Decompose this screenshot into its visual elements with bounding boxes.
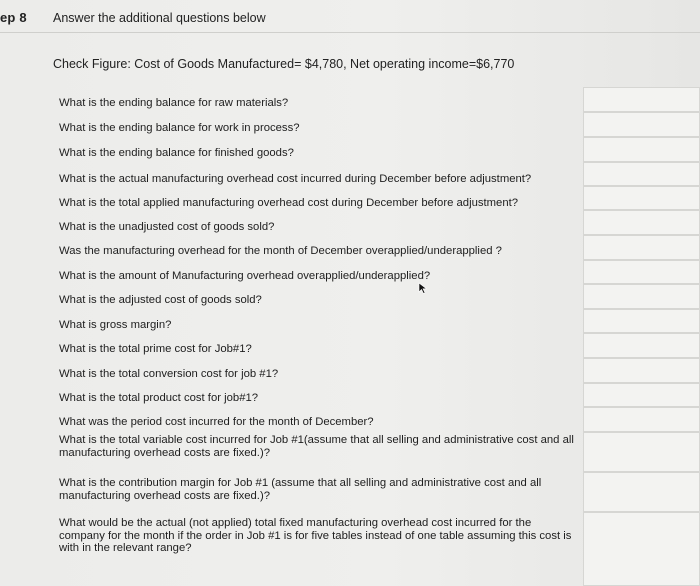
answer-column	[583, 87, 700, 586]
question-7: Was the manufacturing overhead for the month of December overapplied/underapplied ?	[59, 245, 502, 257]
question-14: What was the period cost incurred for the month of December?	[59, 416, 374, 428]
header-divider	[0, 32, 700, 33]
answer-input-10[interactable]	[584, 310, 699, 332]
question-16: What is the contribution margin for Job #1 (assume that all selling and administrative cost and all manufacturing overhead costs are fixed.)?	[59, 477, 542, 502]
answer-input-6[interactable]	[584, 211, 699, 234]
answer-cell-9	[583, 284, 700, 309]
answer-input-5[interactable]	[584, 187, 699, 209]
question-9: What is the adjusted cost of goods sold?	[59, 294, 262, 306]
answer-cell-15	[583, 432, 700, 472]
question-17: What would be the actual (not applied) total fixed manufacturing overhead cost incurred for the company for the month if the order in Job #1 is for five tables instead of one table assuming this cost is with in the relevant range?	[59, 517, 572, 554]
answer-cell-1	[583, 87, 700, 112]
section-title: Answer the additional questions below	[53, 11, 266, 25]
question-13: What is the total product cost for job#1?	[59, 392, 259, 404]
answer-cell-17	[583, 512, 700, 586]
question-4: What is the actual manufacturing overhead cost incurred during December before adjustment?	[59, 173, 532, 185]
question-3: What is the ending balance for finished goods?	[59, 147, 294, 159]
question-6: What is the unadjusted cost of goods sold?	[59, 221, 275, 233]
answer-input-3[interactable]	[584, 138, 699, 161]
answer-input-13[interactable]	[584, 384, 699, 406]
question-2: What is the ending balance for work in process?	[59, 122, 300, 134]
answer-cell-3	[583, 137, 700, 162]
answer-cell-5	[583, 186, 700, 210]
answer-input-8[interactable]	[584, 261, 699, 283]
question-10: What is gross margin?	[59, 319, 172, 331]
answer-cell-14	[583, 407, 700, 432]
answer-cell-7	[583, 235, 700, 260]
answer-input-4[interactable]	[584, 163, 699, 185]
answer-input-9[interactable]	[584, 285, 699, 308]
answer-input-11[interactable]	[584, 334, 699, 357]
answer-cell-10	[583, 309, 700, 333]
answer-input-2[interactable]	[584, 113, 699, 136]
answer-cell-12	[583, 358, 700, 383]
check-figure-text: Check Figure: Cost of Goods Manufactured= $4,780, Net operating income=$6,770	[53, 57, 515, 71]
answer-cell-6	[583, 210, 700, 235]
question-5: What is the total applied manufacturing overhead cost during December before adjustment?	[59, 197, 519, 209]
answer-input-14[interactable]	[584, 408, 699, 431]
answer-cell-13	[583, 383, 700, 407]
question-12: What is the total conversion cost for job #1?	[59, 368, 279, 380]
answer-cell-8	[583, 260, 700, 284]
answer-cell-2	[583, 112, 700, 137]
answer-input-16[interactable]	[584, 473, 699, 511]
answer-input-7[interactable]	[584, 236, 699, 259]
answer-input-17[interactable]	[584, 513, 699, 585]
answer-input-15[interactable]	[584, 433, 699, 471]
step-label: ep 8	[0, 10, 27, 25]
question-11: What is the total prime cost for Job#1?	[59, 343, 252, 355]
question-8: What is the amount of Manufacturing overhead overapplied/underapplied?	[59, 270, 431, 282]
question-1: What is the ending balance for raw materials?	[59, 97, 289, 109]
answer-cell-4	[583, 162, 700, 186]
answer-input-12[interactable]	[584, 359, 699, 382]
mouse-cursor-icon	[418, 282, 428, 294]
answer-cell-11	[583, 333, 700, 358]
answer-input-1[interactable]	[584, 88, 699, 111]
answer-cell-16	[583, 472, 700, 512]
question-15: What is the total variable cost incurred for Job #1(assume that all selling and administrative cost and all manufacturing overhead costs are fixed.)?	[59, 434, 574, 459]
